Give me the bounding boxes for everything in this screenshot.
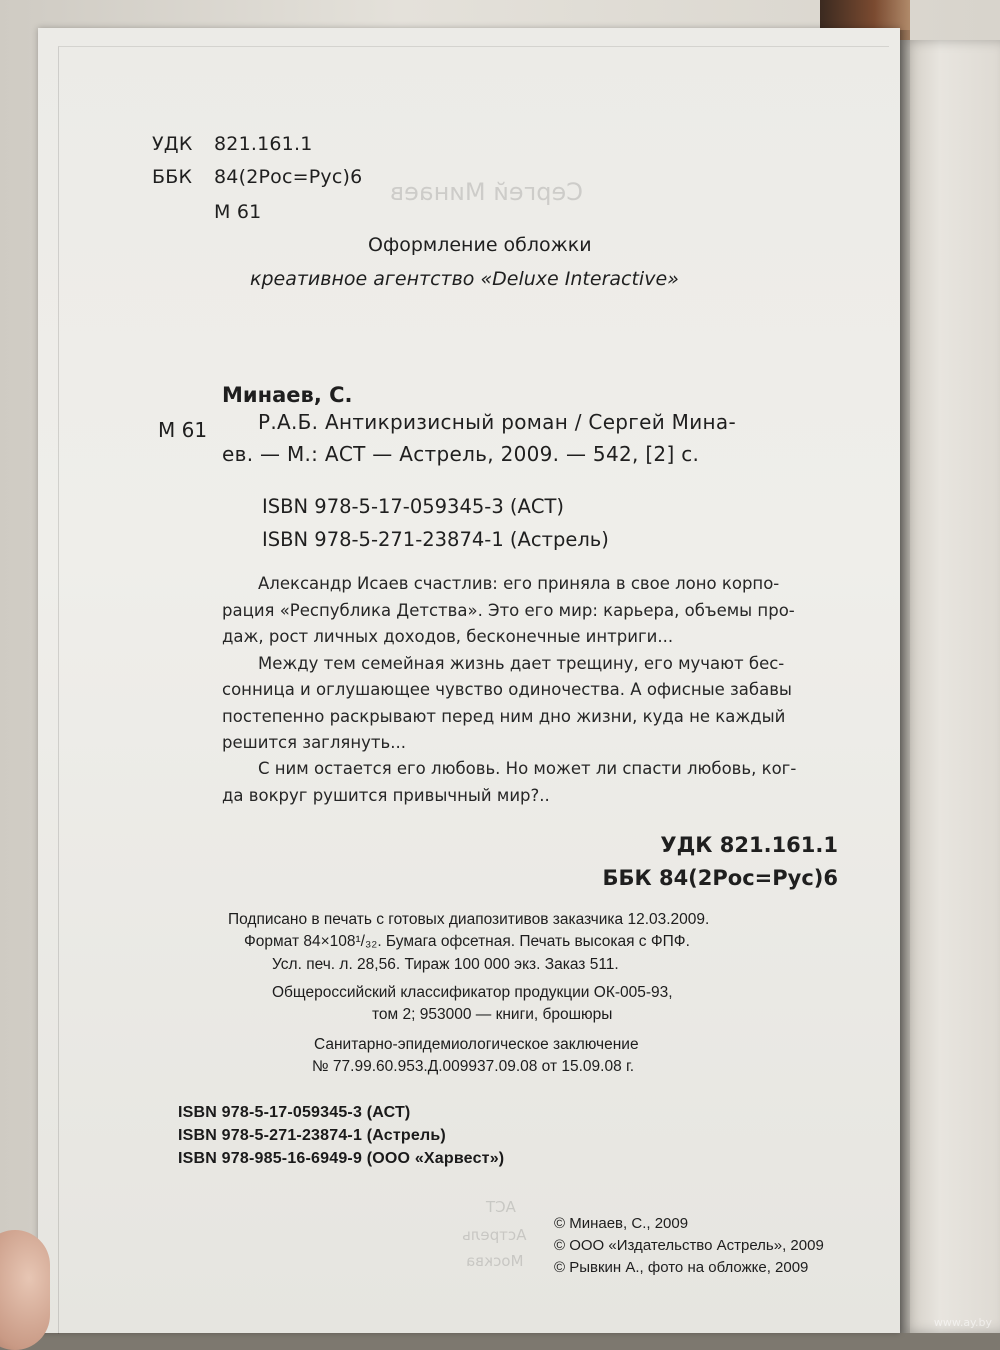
right-page — [900, 40, 1000, 1333]
abstract-line: даж, рост личных доходов, бесконечные интриги... — [222, 627, 674, 646]
bbk-footer: ББК 84(2Рос=Рус)6 — [602, 866, 838, 890]
show-through-text: Астрель — [462, 1226, 527, 1244]
imprint-line: Подписано в печать с готовых диапозитивов заказчика 12.03.2009. — [228, 911, 710, 928]
imprint-line: Усл. печ. л. 28,56. Тираж 100 000 экз. Заказ 511. — [272, 956, 619, 973]
udk-label: УДК — [152, 133, 193, 155]
show-through-text: Сергей Минаев — [390, 178, 583, 206]
abstract-line: решится заглянуть... — [222, 733, 406, 752]
copyright-line: © Минаев, С., 2009 — [554, 1215, 689, 1232]
isbn-line: ISBN 978-5-271-23874-1 (Астрель) — [178, 1127, 446, 1144]
bbk-label: ББК — [152, 166, 193, 188]
sanitary-line: Санитарно-эпидемиологическое заключение — [314, 1036, 639, 1053]
udk-value: 821.161.1 — [214, 133, 313, 155]
author-mark: М 61 — [214, 201, 262, 223]
abstract-line: Между тем семейная жизнь дает трещину, его мучают бес- — [258, 654, 785, 673]
udk-footer: УДК 821.161.1 — [660, 833, 838, 857]
copyright-line: © Рывкин А., фото на обложке, 2009 — [554, 1259, 809, 1276]
bib-line-1: Р.А.Б. Антикризисный роман / Сергей Мина- — [258, 410, 736, 434]
show-through-text: АСТ — [486, 1198, 516, 1216]
imprint-line: Формат 84×108¹/₃₂. Бумага офсетная. Печать высокая с ФПФ. — [244, 933, 690, 950]
okp-line: том 2; 953000 — книги, брошюры — [372, 1006, 613, 1023]
bib-isbn-ast: ISBN 978-5-17-059345-3 (АСТ) — [262, 495, 565, 518]
copyright-line: © ООО «Издательство Астрель», 2009 — [554, 1237, 824, 1254]
abstract-line: да вокруг рушится привычный мир?.. — [222, 786, 550, 805]
isbn-line: ISBN 978-5-17-059345-3 (АСТ) — [178, 1104, 411, 1121]
bib-isbn-astrel: ISBN 978-5-271-23874-1 (Астрель) — [262, 528, 609, 551]
cover-credit-heading: Оформление обложки — [368, 234, 592, 256]
okp-line: Общероссийский классификатор продукции ОК-005-93, — [272, 984, 673, 1001]
abstract-line: постепенно раскрывают перед ним дно жизни, куда не каждый — [222, 707, 786, 726]
abstract-line: С ним остается его любовь. Но может ли спасти любовь, ког- — [258, 759, 797, 778]
cover-credit-agency: креативное агентство «Deluxe Interactive» — [250, 268, 679, 290]
abstract-line: Александр Исаев счастлив: его приняла в свое лоно корпо- — [258, 574, 780, 593]
watermark: www.ay.by — [933, 1316, 992, 1329]
sanitary-line: № 77.99.60.953.Д.009937.09.08 от 15.09.08 г. — [312, 1058, 635, 1075]
bbk-value: 84(2Рос=Рус)6 — [214, 166, 363, 188]
author-heading: Минаев, С. — [222, 383, 353, 407]
isbn-line: ISBN 978-985-16-6949-9 (ООО «Харвест») — [178, 1150, 505, 1167]
finger — [0, 1230, 50, 1350]
abstract-line: рация «Республика Детства». Это его мир: карьера, объемы про- — [222, 601, 795, 620]
show-through-text: Москва — [466, 1252, 524, 1270]
author-mark-left: М 61 — [158, 418, 208, 442]
abstract-line: сонница и оглушающее чувство одиночества. А офисные забавы — [222, 680, 792, 699]
bib-line-2: ев. — М.: АСТ — Астрель, 2009. — 542, [2] с. — [222, 442, 700, 466]
